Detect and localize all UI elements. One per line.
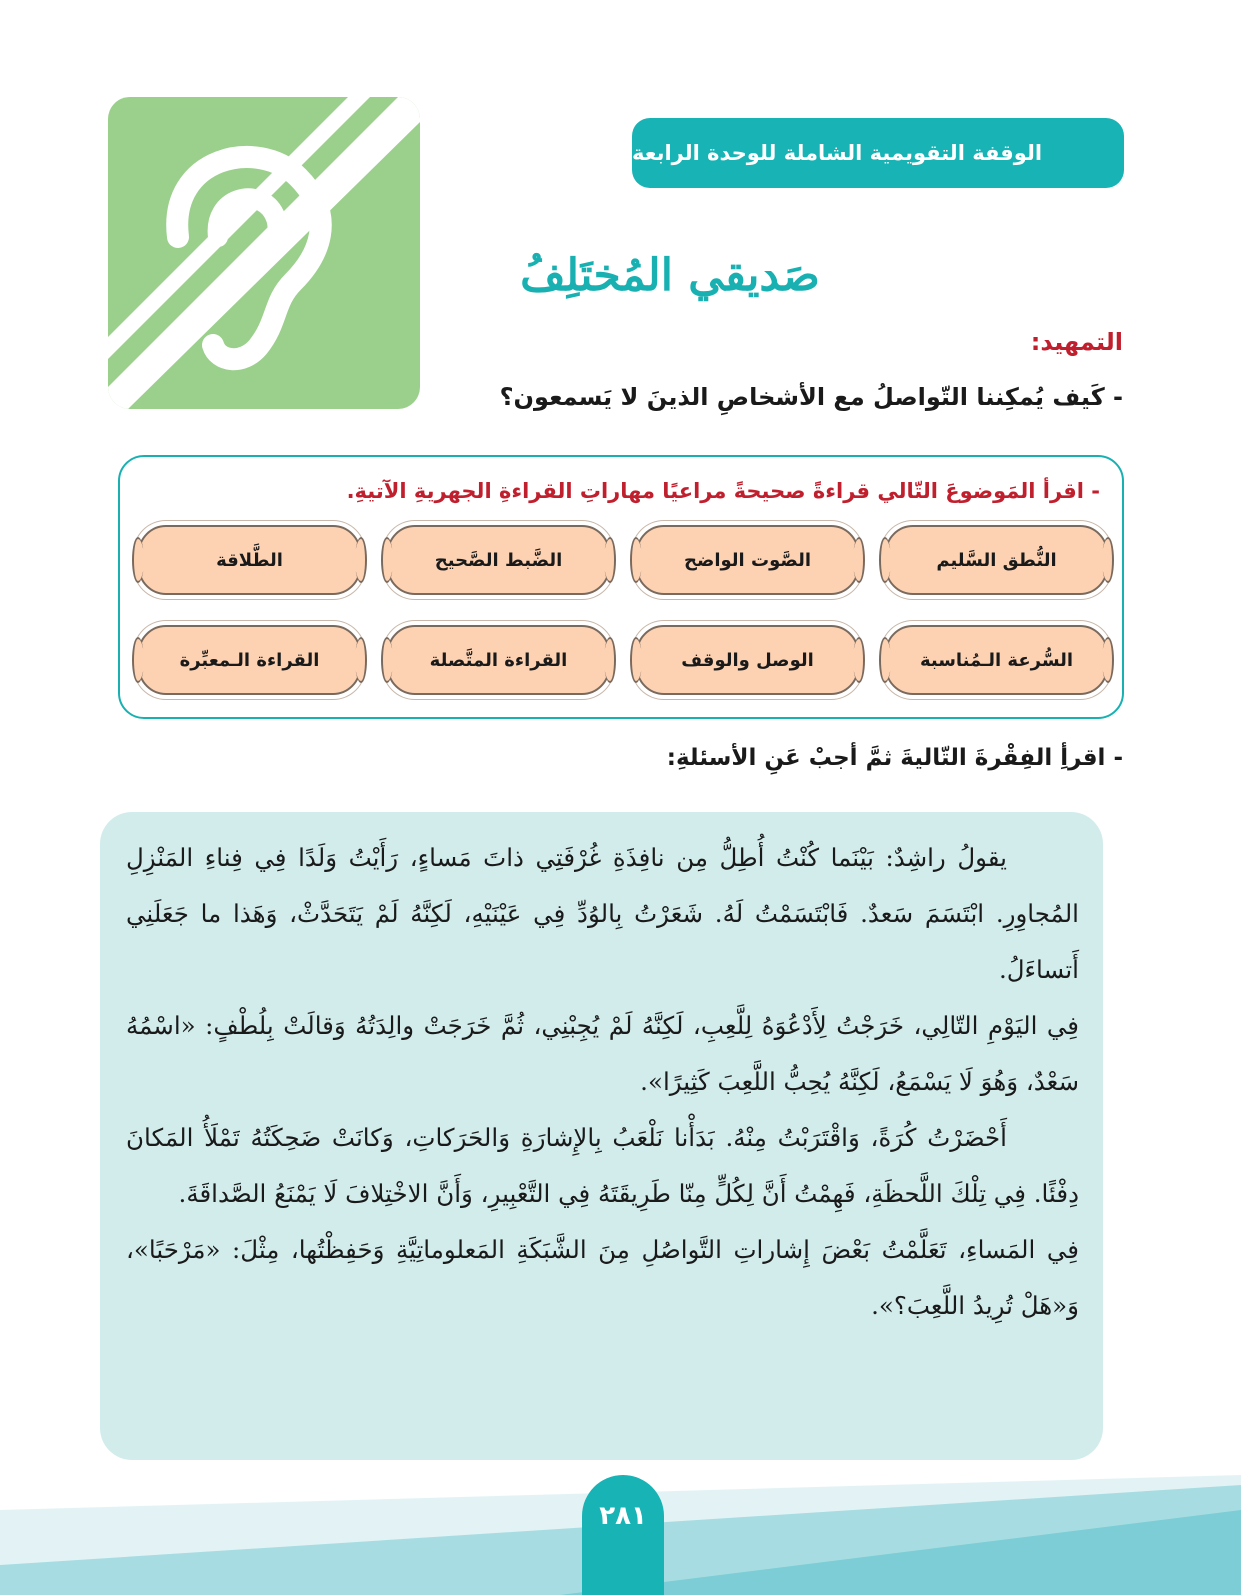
intro-question: - كَيف يُمكِننا التّواصلُ مع الأشخاصِ الذينَ لا يَسمعون؟ xyxy=(499,383,1123,411)
passage-paragraph-3: أَحْضَرْتُ كُرَةً، وَاقْتَرَبْتُ مِنْهُ. بَدَأْنا نَلْعَبُ بِالإِشارَةِ وَالحَرَكاتِ، وَكانَتْ ضَحِكَتُهُ تَمْلَأُ المَكانَ دِفْئًا. فِي تِلْكَ اللَّحظَةِ، فَهِمْتُ أَنَّ لِكُلٍّ مِنّا طَرِيقَتَهُ فِي التَّعْبِيرِ، وَأَنَّ الاخْتِلافَ لَا يَمْنَعُ الصَّداقَةَ. xyxy=(126,1123,1079,1208)
passage-paragraph-1: يقولُ راشِدٌ: بَيْنَما كُنْتُ أُطِلُّ مِن نافِذَةِ غُرْفَتِي ذاتَ مَساءٍ، رَأَيْتُ وَلَدًا فِي فِناءِ المَنْزِلِ المُجاوِرِ. ابْتَسَمَ سَعدٌ. فَابْتَسَمْتُ لَهُ. شَعَرْتُ بِالوُدِّ فِي عَيْنَيْهِ، لَكِنَّهُ لَمْ يَتَحَدَّثْ، وَهَذا ما جَعَلَنِي أَتساءَلُ. xyxy=(126,843,1079,984)
skill-correct-pronunciation: النُّطق السَّليم xyxy=(885,525,1108,595)
reading-passage xyxy=(100,812,1103,1460)
skill-linking-pausing: الوصل والوقف xyxy=(636,625,859,695)
page-number xyxy=(582,1475,664,1595)
page-number-text: ٢٨١ xyxy=(599,1501,647,1531)
skill-clear-voice: الصَّوت الواضح xyxy=(636,525,859,595)
skills-grid xyxy=(138,525,1108,695)
unit-banner xyxy=(632,118,1124,188)
skill-expressive-reading: القراءة الـمعبِّرة xyxy=(138,625,361,695)
ear-icon-graphic xyxy=(108,97,420,409)
skill-appropriate-speed: السُّرعة الـمُناسبة xyxy=(885,625,1108,695)
ear-hearing-impaired-icon xyxy=(108,97,420,409)
passage-paragraph-2: فِي اليَوْمِ التّالِي، خَرَجْتُ لِأَدْعُوَهُ لِلَّعِبِ، لَكِنَّهُ لَمْ يُجِبْنِي، ثُمَّ خَرَجَتْ والِدَتُهُ وَقالَتْ بِلُطْفٍ: «اسْمُهُ سَعْدٌ، وَهُوَ لَا يَسْمَعُ، لَكِنَّهُ يُحِبُّ اللَّعِبَ كَثِيرًا». xyxy=(126,1011,1079,1096)
intro-label: التمهيد: xyxy=(1030,328,1123,356)
skill-fluency: الطَّلاقة xyxy=(138,525,361,595)
skills-instruction: - اقرأ المَوضوعَ التّالي قراءةً صحيحةً مراعيًا مهاراتِ القراءةِ الجهريةِ الآتيةِ. xyxy=(346,479,1100,503)
passage-paragraph-4: فِي المَساءِ، تَعَلَّمْتُ بَعْضَ إِشاراتِ التَّواصُلِ مِنَ الشَّبَكَةِ المَعلوماتِيَّةِ وَحَفِظْتُها، مِثْلَ: «مَرْحَبًا»، وَ«هَلْ تُرِيدُ اللَّعِبَ؟». xyxy=(126,1235,1079,1320)
lesson-title: صَديقي المُختَلِفُ xyxy=(520,250,820,301)
skill-correct-vowelization: الضَّبط الصَّحيح xyxy=(387,525,610,595)
reading-instruction: - اقرأِ الفِقْرةَ التّاليةَ ثمَّ أجبْ عَنِ الأسئلةِ: xyxy=(666,745,1123,771)
reading-skills-box xyxy=(118,455,1124,719)
unit-title: الوقفة التقويمية الشاملة للوحدة الرابعة xyxy=(632,141,1043,165)
skill-connected-reading: القراءة المتَّصلة xyxy=(387,625,610,695)
